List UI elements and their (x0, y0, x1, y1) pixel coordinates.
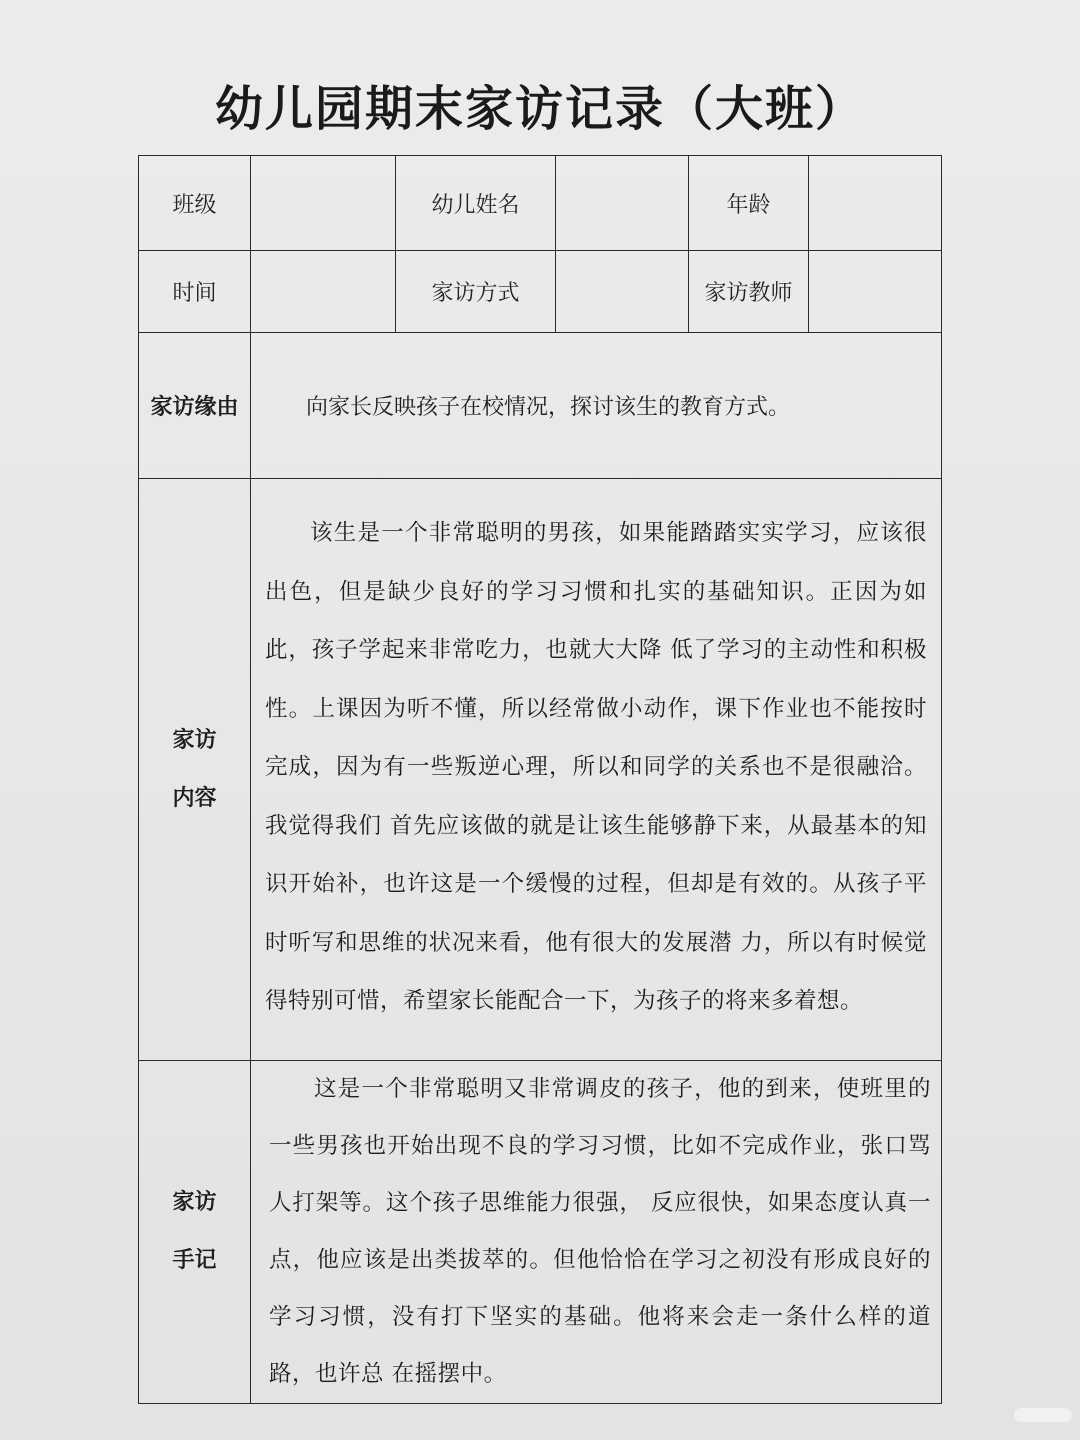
class-label: 班级 (139, 156, 251, 251)
visit-teacher-label: 家访教师 (689, 251, 809, 333)
form-row-reason (139, 333, 942, 479)
visit-reason-text[interactable]: 向家长反映孩子在校情况，探讨该生的教育方式。 (251, 333, 942, 479)
time-label: 时间 (139, 251, 251, 333)
visit-content-label-line1: 家访 (172, 727, 217, 753)
visit-content-label-line2: 内容 (172, 785, 217, 811)
visit-notes-label-line2: 手记 (172, 1248, 217, 1273)
form-row-notes (139, 1061, 942, 1404)
visit-notes-label (139, 1061, 251, 1404)
visit-content-label (139, 479, 251, 1061)
home-visit-form (138, 155, 942, 1404)
form-row-basic-info (139, 156, 942, 251)
visit-content-cell[interactable] (251, 479, 942, 1061)
corner-watermark (1014, 1408, 1072, 1422)
visit-notes-label-line1: 家访 (172, 1190, 217, 1215)
visit-content-text: 该生是一个非常聪明的男孩，如果能踏踏实实学习，应该很出色，但是缺少良好的学习习惯和扎实的基础知识。正因为如此，孩子学起来非常吃力，也就大大降 低了学习的主动性和积极性。上课因为听不懂，所以经常做小动作，课下作业也不能按时完成，因为有一些叛逆心理，所以和同学的关系也不是很融洽。我觉得我们 首先应该做的就是让该生能够静下来，从最基本的知识开始补，也许这是一个缓慢的过程，但却是有效的。从孩子平时听写和思维的状况来看，他有很大的发展潜 力，所以有时候觉得特别可惜，希望家长能配合一下，为孩子的将来多着想。 (265, 520, 927, 1015)
visit-notes-text: 这是一个非常聪明又非常调皮的孩子，他的到来，使班里的一些男孩也开始出现不良的学习习惯，比如不完成作业，张口骂人打架等。这个孩子思维能力很强， 反应很快，如果态度认真一点，他应该是出类拔萃的。但他恰恰在学习之初没有形成良好的学习习惯，没有打下坚实的基础。他将来会走一条什么样的道路，也许总 在摇摆中。 (269, 1076, 931, 1387)
time-field[interactable] (251, 251, 396, 333)
visit-reason-label: 家访缘由 (139, 333, 251, 479)
class-field[interactable] (251, 156, 396, 251)
age-label: 年龄 (689, 156, 809, 251)
document-title: 幼儿园期末家访记录（大班） (214, 81, 865, 137)
child-name-label: 幼儿姓名 (396, 156, 556, 251)
visit-method-label: 家访方式 (396, 251, 556, 333)
form-row-visit-info (139, 251, 942, 333)
visit-teacher-field[interactable] (809, 251, 942, 333)
age-field[interactable] (809, 156, 942, 251)
visit-notes-cell[interactable] (251, 1061, 942, 1404)
child-name-field[interactable] (556, 156, 689, 251)
form-row-content (139, 479, 942, 1061)
visit-method-field[interactable] (556, 251, 689, 333)
